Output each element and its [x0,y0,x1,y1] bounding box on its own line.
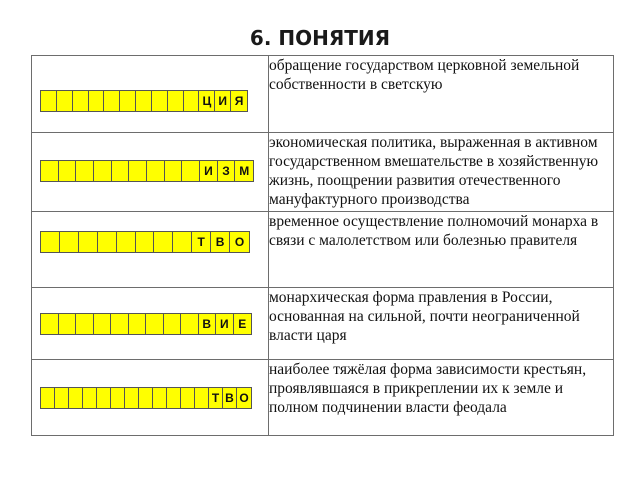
letter-box[interactable]: В [223,388,237,408]
definition-text: наиболее тяжёлая форма зависимости крестьян, проявлявшаяся в прикреплении их к земле и полном подчинении власти феодала [269,360,614,436]
letter-box[interactable] [153,388,167,408]
letter-box[interactable] [152,91,168,111]
answer-cell [32,212,269,288]
letter-box[interactable] [120,91,136,111]
letter-box[interactable] [112,161,130,181]
letter-box[interactable] [136,91,152,111]
letter-box[interactable]: О [234,235,245,249]
letter-box[interactable] [173,232,192,252]
table-row [32,56,614,133]
letter-box[interactable] [76,161,94,181]
letter-box[interactable]: О [239,391,249,405]
answer-strip[interactable] [40,387,252,409]
letter-box[interactable] [184,91,200,111]
letter-box[interactable] [147,161,165,181]
letter-box[interactable] [83,388,97,408]
letter-box[interactable] [59,161,77,181]
letter-box[interactable] [167,388,181,408]
letter-box[interactable] [73,91,89,111]
letter-box[interactable] [182,161,200,181]
letter-box[interactable] [111,388,125,408]
letter-box[interactable]: В [199,314,217,334]
answer-strip[interactable] [40,313,252,335]
table-row [32,288,614,360]
letter-box[interactable] [104,91,120,111]
letter-box[interactable] [125,388,139,408]
letter-box[interactable] [154,232,173,252]
definition-text: обращение государством церковной земельной собственности в светскую [269,56,614,133]
letter-box[interactable]: Т [209,388,223,408]
letter-box[interactable] [164,314,182,334]
answer-cell [32,133,269,212]
letter-box[interactable] [97,388,111,408]
letter-box[interactable] [41,91,57,111]
answer-strip[interactable] [40,231,250,253]
answer-strip[interactable] [40,90,248,112]
letter-box[interactable]: М [239,164,250,178]
letter-box[interactable] [60,232,79,252]
definition-text: временное осуществление полномочий монарха в связи с малолетством или болезнью правителя [269,212,614,288]
table-row [32,133,614,212]
letter-box[interactable] [168,91,184,111]
letter-box[interactable]: И [216,314,234,334]
letter-box[interactable] [55,388,69,408]
letter-box[interactable] [146,314,164,334]
letter-box[interactable]: Я [234,94,244,108]
letter-box[interactable] [94,314,112,334]
definition-text: монархическая форма правления в России, основанная на сильной, почти неограниченной власти царя [269,288,614,360]
letter-box[interactable]: Ц [199,91,215,111]
letter-box[interactable] [129,314,147,334]
letter-box[interactable]: Е [238,317,247,331]
letter-box[interactable] [41,232,60,252]
letter-box[interactable]: И [215,91,231,111]
letter-box[interactable]: В [211,232,230,252]
letter-box[interactable]: З [218,161,236,181]
answer-cell [32,288,269,360]
answer-strip[interactable] [40,160,254,182]
letter-box[interactable] [129,161,147,181]
letter-box[interactable] [41,161,59,181]
answer-cell [32,56,269,133]
letter-box[interactable] [98,232,117,252]
letter-box[interactable] [79,232,98,252]
table-row [32,360,614,436]
letter-box[interactable] [76,314,94,334]
letter-box[interactable] [41,314,59,334]
letter-box[interactable] [41,388,55,408]
letter-box[interactable] [195,388,209,408]
letter-box[interactable] [111,314,129,334]
concepts-table [31,55,614,436]
letter-box[interactable] [181,314,199,334]
letter-box[interactable] [69,388,83,408]
letter-box[interactable]: Т [192,232,211,252]
table-row [32,212,614,288]
letter-box[interactable] [165,161,183,181]
letter-box[interactable] [94,161,112,181]
letter-box[interactable] [181,388,195,408]
letter-box[interactable] [136,232,155,252]
letter-box[interactable] [59,314,77,334]
letter-box[interactable] [89,91,105,111]
page-title: 6. ПОНЯТИЯ [249,26,391,50]
letter-box[interactable] [57,91,73,111]
letter-box[interactable] [139,388,153,408]
answer-cell [32,360,269,436]
letter-box[interactable]: И [200,161,218,181]
definition-text: экономическая политика, выраженная в активном государственном вмешательстве в хозяйственную жизнь, поощрении развития отечественного мануфактурного производства [269,133,614,212]
letter-box[interactable] [117,232,136,252]
